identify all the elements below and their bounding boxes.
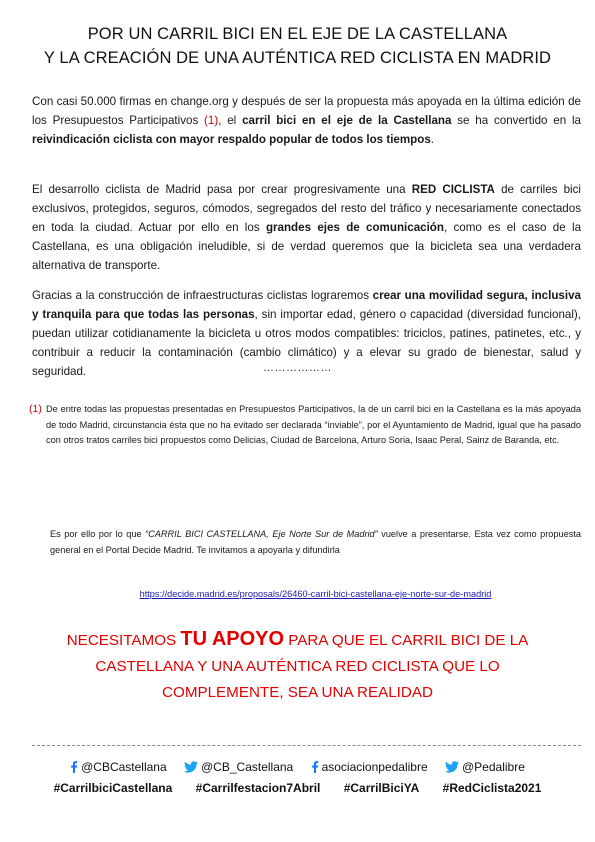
text: Gracias a la construcción de infraestructuras ciclistas lograremos [32, 289, 373, 302]
hashtag[interactable]: #CarrilBiciYA [343, 781, 420, 795]
footnote-ref[interactable]: (1) [204, 114, 219, 127]
cta-line-3: COMPLEMENTE, SEA UNA REALIDAD [162, 684, 433, 701]
text: , como es el caso de la Castellana, es una obligación ineludible, si de verdad queremos que la bicicleta sea una verdadera alternativa de transporte. [32, 221, 582, 272]
italic-text: “CARRIL BICI CASTELLANA, Eje Norte Sur de Madrid” [145, 529, 378, 539]
title-line-1: POR UN CARRIL BICI EN EL EJE DE LA CASTELLANA [87, 25, 508, 43]
text: PARA QUE EL CARRIL BICI DE LA [284, 632, 529, 649]
twitter-icon [184, 761, 198, 773]
text: de carriles bici exclusivos, protegidos, seguros, cómodos, segregados del resto del tráfico y necesariamente conectados en toda la ciudad. Actuar por ello en los [32, 183, 582, 234]
hashtag[interactable]: #CarrilbiciCastellana [53, 781, 173, 795]
text: vuelve a presentarse. Esta vez como propuesta general en el Portal Decide Madrid. Te invitamos a apoyarla y difundirla [50, 529, 581, 555]
bold-text: grandes ejes de comunicación [265, 221, 444, 234]
cta-emphasis: TU APOYO [180, 628, 285, 650]
twitter-icon [445, 761, 459, 773]
footnote-invitation [50, 527, 581, 558]
text: . [430, 133, 435, 146]
social-links [20, 760, 575, 774]
hashtag[interactable]: #RedCiclista2021 [442, 781, 542, 795]
dotted-separator: ……………… [263, 362, 332, 374]
bold-text: RED CICLISTA [411, 183, 495, 196]
footnote-mark: (1) [29, 403, 42, 415]
text: El desarrollo ciclista de Madrid pasa por crear progresivamente una [32, 183, 412, 196]
text: NECESITAMOS [66, 632, 181, 649]
hashtag-list [20, 781, 575, 795]
call-to-action [20, 626, 575, 706]
title-line-2: Y LA CREACIÓN DE UNA AUTÉNTICA RED CICLISTA EN MADRID [43, 49, 552, 67]
cta-line-2: CASTELLANA Y UNA AUTÉNTICA RED CICLISTA QUE LO [95, 658, 500, 675]
social-link-twitter-cb-castellana[interactable] [184, 760, 293, 774]
bold-text: carril bici en el eje de la Castellana [242, 114, 452, 127]
social-label: asociacionpedalibre [321, 760, 428, 774]
social-link-twitter-pedalibre[interactable] [445, 760, 525, 774]
social-link-facebook-cbcastellana[interactable] [70, 760, 167, 774]
bold-text: reivindicación ciclista con mayor respaldo popular de todos los tiempos [32, 133, 431, 146]
social-link-facebook-pedalibre[interactable] [311, 760, 428, 774]
dashed-divider [32, 745, 581, 746]
text: Es por ello por lo que [50, 529, 146, 539]
footnote-text [29, 402, 581, 449]
paragraph-intro [32, 92, 581, 149]
text: , el [218, 114, 243, 127]
text: Con casi 50.000 firmas en change.org y después de ser la propuesta más apoyada en la última edición de los Presupuestos Participativos [32, 95, 581, 127]
page-title [20, 22, 575, 70]
facebook-icon [311, 761, 319, 773]
facebook-icon [70, 761, 78, 773]
bold-text: crear una movilidad segura, inclusiva y tranquila para que todas las personas [32, 289, 581, 321]
text: De entre todas las propuestas presentadas en Presupuestos Participativos, la de un carril bici en la Castellana es la más apoyada de todo Madrid, circunstancia ésta que no ha evitado ser declarada “inviable”, por el Ayuntamiento de Madrid, igual que ha pasado con otros tratos carriles bici propuestos como Delicias, Ciudad de Barcelona, Arturo Soria, Isaac Peral, Sainz de Baranda, etc. [46, 404, 581, 445]
paragraph-network [32, 180, 581, 275]
hashtag[interactable]: #Carrilfestacion7Abril [195, 781, 321, 795]
social-label: @Pedalibre [462, 760, 525, 774]
text: , sin importar edad, género o capacidad (diversidad funcional), puedan utilizar cotidianamente la bicicleta u otros modos compatibles: triciclos, patines, patinetes, etc., y contribuir a reducir la contaminación (cambio climático) y a elevar su grado de bienestar, salud y seguridad. [32, 308, 581, 378]
proposal-link[interactable]: https://decide.madrid.es/proposals/26460-carril-bici-castellana-eje-norte-sur-de-madrid [139, 589, 492, 599]
text: se ha convertido en la [451, 114, 581, 127]
social-label: @CB_Castellana [201, 760, 294, 774]
social-label: @CBCastellana [81, 760, 167, 774]
cta-line-1 [20, 626, 575, 654]
